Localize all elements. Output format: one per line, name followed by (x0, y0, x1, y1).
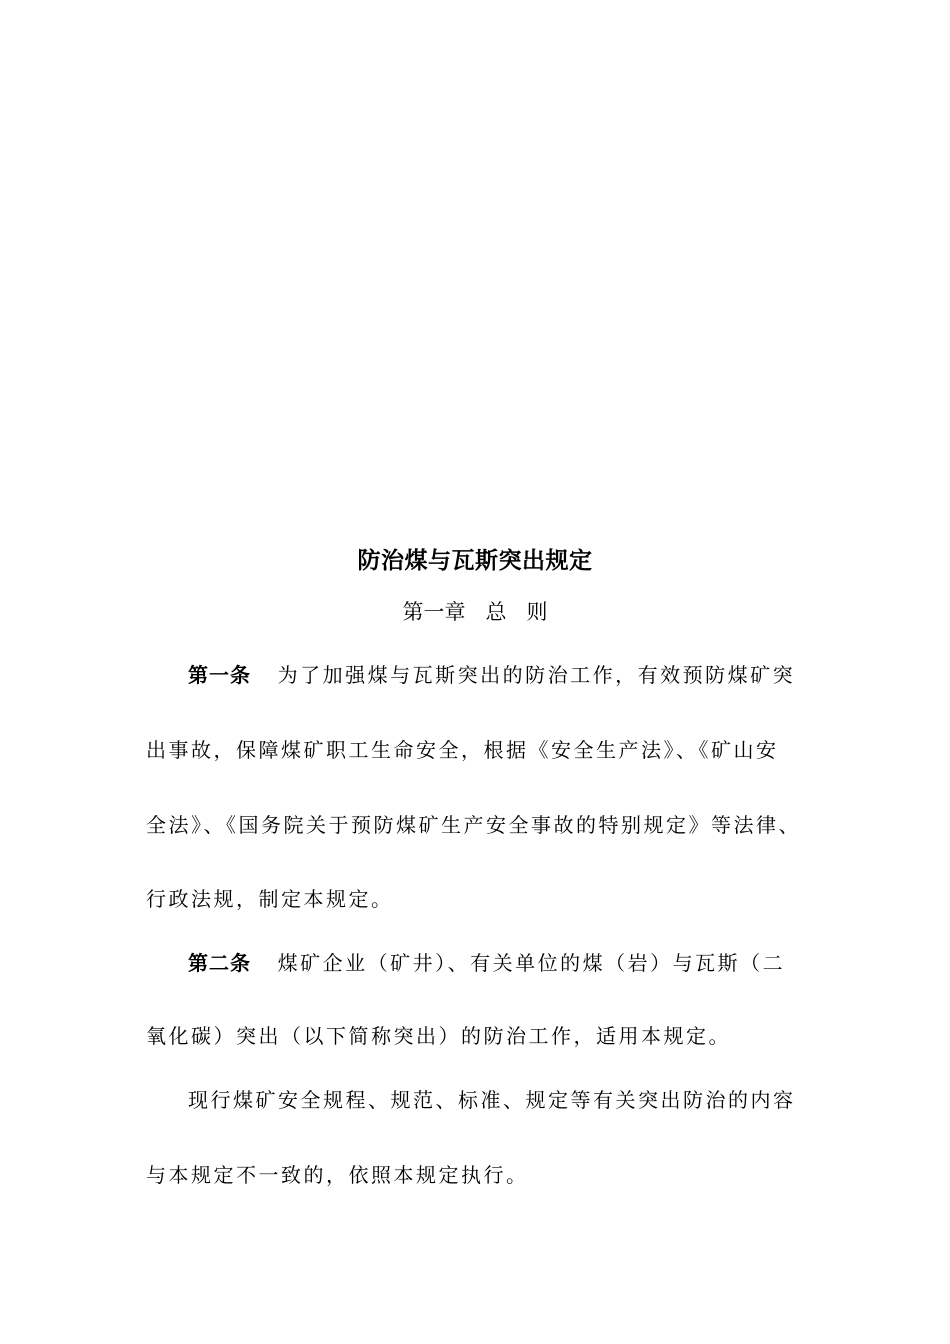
document-title: 防治煤与瓦斯突出规定 (357, 548, 593, 574)
article-1-number: 第一条 (188, 663, 251, 687)
paragraph-3-line-2: 与本规定不一致的，依照本规定执行。 (146, 1163, 529, 1187)
article-2-line-1 (188, 948, 868, 978)
article-1-line-3: 全法》、《国务院关于预防煤矿生产安全事故的特别规定》等法律、 (146, 813, 801, 837)
article-2-number: 第二条 (188, 951, 251, 975)
article-2-text-1: 煤矿企业（矿井）、有关单位的煤（岩）与瓦斯（二 (277, 951, 786, 975)
paragraph-3-line-1: 现行煤矿安全规程、规范、标准、规定等有关突出防治的内容 (188, 1088, 796, 1112)
article-1-line-4: 行政法规，制定本规定。 (146, 887, 394, 911)
article-1-line-1 (188, 660, 868, 690)
chapter-heading: 第一章 总 则 (402, 600, 548, 624)
article-1-line-2: 出事故，保障煤矿职工生命安全，根据《安全生产法》、《矿山安 (146, 738, 779, 762)
article-2-line-2: 氧化碳）突出（以下简称突出）的防治工作，适用本规定。 (146, 1024, 731, 1048)
article-1-text-1: 为了加强煤与瓦斯突出的防治工作，有效预防煤矿突 (277, 663, 796, 687)
